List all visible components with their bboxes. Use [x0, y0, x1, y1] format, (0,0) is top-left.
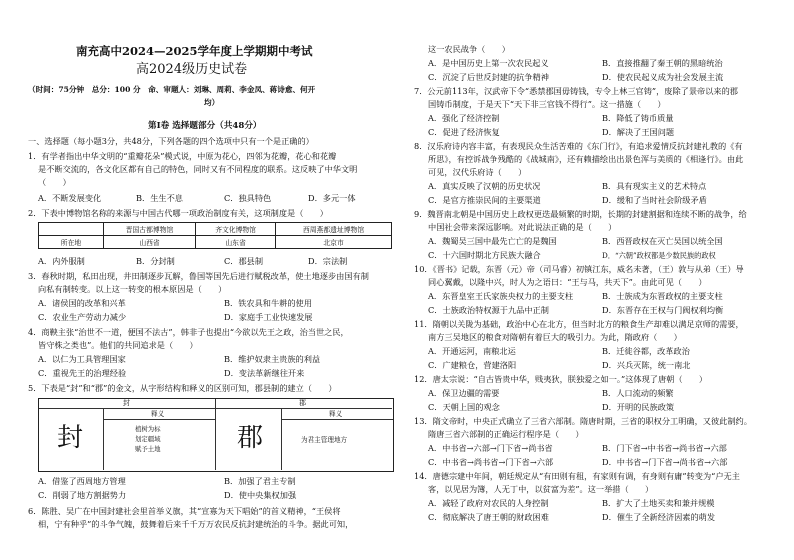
- q14-stem-2: 客，以见居为簿，人无丁中，以贫富为差”。这一举措（ ）: [428, 484, 654, 494]
- q6-option-c: C．沉淀了后世反封建的抗争精神: [428, 72, 549, 82]
- q1-stem: 1．有学者指出中华文明的“重瓣花朵”模式说，中原为花心，四邻为花瓣，花心和花瓣: [28, 151, 337, 161]
- q7-stem-2: 国铸币制度，于是天下“天下非三官钱不得行”。这一措施（ ）: [428, 99, 666, 109]
- q11-option-a: A．开通运河，南粮北运: [428, 346, 516, 356]
- q8-option-a: A．真实反映了汉朝的历史状况: [428, 181, 541, 191]
- q7-stem: 7．公元前113年，汉武帝下令“悉禁郡国毋铸钱，专令上林三官铸”，废除了景帝以来的郡: [414, 86, 738, 96]
- q11-option-b: B．迁徙谷都，改革政治: [602, 346, 690, 356]
- q3-option-d: D．家庭手工业快速发展: [224, 312, 313, 322]
- q5-option-c: C．削弱了地方割据势力: [38, 490, 127, 500]
- q7-option-d: D．解决了王国问题: [602, 127, 675, 137]
- q10-stem-2: 同心翼戴，以隆中兴，时人为之语曰：“王与马，共天下”。由此可见（ ）: [428, 277, 707, 287]
- q13-option-c: C．中书省→尚书省→门下省→六部: [428, 457, 554, 467]
- q2-table-cell: 齐文化博物馆: [196, 223, 276, 236]
- q4-option-c: C．重视先王的治理经验: [38, 368, 127, 378]
- q2-option-c: C．郡县制: [224, 256, 264, 266]
- q11-stem-2: 南方三吴地区的粮食对隋朝有着巨大的吸引力。为此，隋政府（ ）: [428, 332, 682, 342]
- section-heading: 第Ⅰ卷 选择题部分（共48分）: [148, 121, 262, 131]
- q5-meaning-left-3: 赋予土地: [135, 445, 161, 453]
- q9-option-d: D．“六朝”政权都是少数民族的政权: [602, 251, 716, 260]
- q5-figure: [38, 398, 394, 472]
- q2-option-d: D．宗法制: [308, 256, 348, 266]
- q5-sub-left: 释义: [151, 410, 165, 418]
- q8-option-d: D．缓和了当时社会阶级矛盾: [602, 195, 707, 205]
- q5-stem: 5．下表是“封”和“郡”的金文，从字形结构和释义的区别可知，郡县制的建立（ ）: [28, 383, 337, 393]
- exam-info: （时间：75分钟 总分：100 分 命、审题人：刘琳、周莉、李金凤、蒋诗愈、何开: [28, 85, 316, 94]
- q1-option-c: C．独具特色: [224, 193, 272, 203]
- q2-table-cell: 西周燕都遗址博物馆: [276, 223, 392, 236]
- q2-table-cell: 山西省: [104, 236, 196, 249]
- q14-option-b: B．扩大了土地买卖和兼并规模: [602, 498, 715, 508]
- q4-option-a: A．以仁为工具管理国家: [38, 354, 126, 364]
- q13-option-d: D．中书省→门下省→尚书省→六部: [602, 457, 728, 467]
- q6-stem: 6．陈胜、吴广在中国封建社会里首举义旗，其“宣寡为天下唱始”的首义精神，“王侯将: [28, 506, 341, 516]
- q1-option-a: A．不断发展变化: [38, 193, 102, 203]
- q4-stem-2: 皆守株之类也”。他们的共同追求是（ ）: [38, 340, 198, 350]
- q9-stem: 9．魏晋南北朝是中国历史上政权更迭最频繁的时期，长期的封建割据和连续不断的战争，给: [414, 209, 747, 219]
- q11-option-d: D．兴兵灭陈，统一南北: [602, 360, 691, 370]
- q11-option-c: C．广建粮仓，营建洛阳: [428, 360, 517, 370]
- q12-option-a: A．保卫边疆的需要: [428, 388, 500, 398]
- q14-option-a: A．减轻了政府对农民的人身控制: [428, 498, 549, 508]
- q2-table: [38, 222, 392, 249]
- q8-stem-2: 所思》，有控诉战争残酷的《战城南》，还有赖描绘出出景色浑与美质的《相逢行》。由此: [428, 154, 744, 164]
- q10-option-a: A．东晋皇室王氏家族央权力的主要支柱: [428, 291, 574, 301]
- q12-option-d: D．开明的民族政策: [602, 402, 675, 412]
- q8-stem: 8．汉乐府诗内容丰富，有表现民众生活苦难的《东门行》，有追求爱情反抗封建礼教的《有: [414, 141, 743, 151]
- q14-stem: 14．唐德宗建中年间，朝廷规定从“有田则有租，有家则有调，有身则有庸”转变为“户无主: [414, 471, 740, 481]
- q10-stem: 10．《晋书》记载，东晋（元）帝（司马睿）初镇江东，威名未著，（王）敦与从弟（王）导: [414, 264, 744, 274]
- instructions: 一、选择题（每小题3分，共48分，下列各题的四个选项中只有一个是正确的）: [28, 136, 314, 146]
- q5-meaning-left-1: 植树为标: [135, 425, 161, 433]
- q12-stem: 12．唐太宗说：“自古皆贵中华，贱夷狄，朕独爱之如一。”这体现了唐朝（ ）: [414, 374, 708, 384]
- q5-head-jun: 郡: [299, 399, 306, 407]
- q3-option-b: B．铁农具和牛耕的使用: [224, 298, 312, 308]
- bronze-glyph-feng-icon: 封: [57, 423, 84, 453]
- q9-option-c: C．十六国时期北方民族大融合: [428, 250, 541, 260]
- q5-meaning-left-2: 划定疆域: [135, 435, 161, 443]
- q13-option-b: B．门下省→中书省→尚书省→六部: [602, 443, 727, 453]
- q12-option-b: B．人口流动的频繁: [602, 388, 674, 398]
- bronze-glyph-jun-icon: 郡: [237, 423, 264, 453]
- q6-option-d: D．使农民起义成为社会发展主流: [602, 72, 724, 82]
- left-column: [28, 0, 400, 560]
- q7-option-b: B．降低了铸币质量: [602, 113, 674, 123]
- q2-option-a: A．内外服制: [38, 256, 85, 266]
- exam-subtitle: 高2024级历史试卷: [136, 62, 248, 77]
- q12-option-c: C．天朝上国的观念: [428, 402, 500, 412]
- exam-info-cont: 均）: [204, 98, 220, 107]
- exam-title: 南充高中2024—2025学年度上学期期中考试: [76, 44, 313, 58]
- q2-table-cell: 北京市: [276, 236, 392, 249]
- q8-option-b: B．具有现实主义的艺术特点: [602, 181, 707, 191]
- q10-option-b: B．士族成为东晋政权的主要支柱: [602, 291, 723, 301]
- q11-stem: 11．隋朝以关陇为基础，政治中心在北方，但当时北方的粮食生产却难以满足京师的需要，: [414, 319, 744, 329]
- q3-option-a: A．诸侯国的改革和兴革: [38, 298, 126, 308]
- q9-option-b: B．西晋政权在灭亡吴国以统全国: [602, 236, 723, 246]
- q6-option-b: B．直接推翻了秦王朝的黑暗统治: [602, 58, 723, 68]
- q5-sub-right: 释义: [329, 410, 343, 418]
- q5-option-a: A．借鉴了西周地方管理: [38, 476, 126, 486]
- q2-table-cell: 晋国古都博物馆: [104, 223, 196, 236]
- q14-option-d: D．催生了全新经济因素的萌发: [602, 512, 716, 522]
- q1-blank: （ ）: [38, 177, 71, 187]
- q2-option-b: B．分封制: [136, 256, 175, 266]
- q6-stem-3: 这一农民战争（ ）: [428, 44, 510, 54]
- q8-stem-3: 可见，汉代乐府诗（ ）: [428, 167, 527, 177]
- q13-stem-2: 隋唐三省六部制的正确运行程序是（ ）: [428, 429, 584, 439]
- q9-option-a: A．魏蜀吴三国中最先亡亡的是魏国: [428, 236, 557, 246]
- q1-stem-2: 是不断交流的，各文化区都有自己的特色，同时又有不同程度的联系。这反映了中华文明: [38, 164, 358, 174]
- q5-option-d: D．使中央集权加强: [224, 490, 297, 500]
- q1-option-d: D．多元一体: [308, 193, 356, 203]
- q13-option-a: A．中书省→六部→门下省→尚书省: [428, 443, 553, 453]
- q4-option-b: B．维护奴隶主贵族的利益: [224, 354, 321, 364]
- q4-stem: 4．商鞅主张“治世不一道，便国不法古”，韩非子也提出“今欲以先王之政，治当世之民，: [28, 327, 349, 337]
- q4-option-d: D．变法革新继往开来: [224, 368, 305, 378]
- q6-stem-2: 相，宁有种乎”的斗争气魄，鼓舞着后来千千万万农民反抗封建统治的斗争。据此可知，: [38, 519, 354, 529]
- q9-stem-2: 中国社会带来深远影响。对此说法正确的是（ ）: [428, 222, 617, 232]
- q2-table-cell: 所在地: [39, 236, 104, 249]
- q5-meaning-right: 为君主管理地方: [301, 436, 348, 444]
- q7-option-a: A．强化了经济控制: [428, 113, 500, 123]
- q8-option-c: C．是官方推崇民间的主要渠道: [428, 195, 541, 205]
- q10-option-c: C．士族政治特权源于九品中正制: [428, 305, 549, 315]
- q1-option-b: B．生生不息: [136, 193, 183, 203]
- q5-option-b: B．加强了君主专制: [224, 476, 296, 486]
- q3-stem: 3．春秋时期，私田出现，井田制逐步瓦解，鲁国等国先后进行赋税改革，使土地逐步由国有制: [28, 271, 369, 281]
- q7-option-c: C．促进了经济恢复: [428, 127, 500, 137]
- q5-head-feng: 封: [123, 399, 130, 407]
- q3-stem-2: 向私有制转变。以上这一转变的根本原因是（ ）: [38, 284, 227, 294]
- q2-table-cell: 山东省: [196, 236, 276, 249]
- q2-stem: 2．下表中博物馆名称的来源与中国古代哪一项政治制度有关，这项制度是（ ）: [28, 208, 328, 218]
- right-column: [414, 0, 776, 560]
- q3-option-c: C．农业生产劳动力减少: [38, 312, 127, 322]
- q13-stem: 13．隋文帝时，中央正式确立了三省六部制。隋唐时期，三省的职权分工明确，又彼此制约。: [414, 416, 752, 426]
- q10-option-d: D．东晋存在王权与门阀权利均衡: [602, 305, 724, 315]
- q14-option-c: C．彻底解决了唐王朝的财政困难: [428, 512, 549, 522]
- q6-option-a: A．是中国历史上第一次农民起义: [428, 58, 549, 68]
